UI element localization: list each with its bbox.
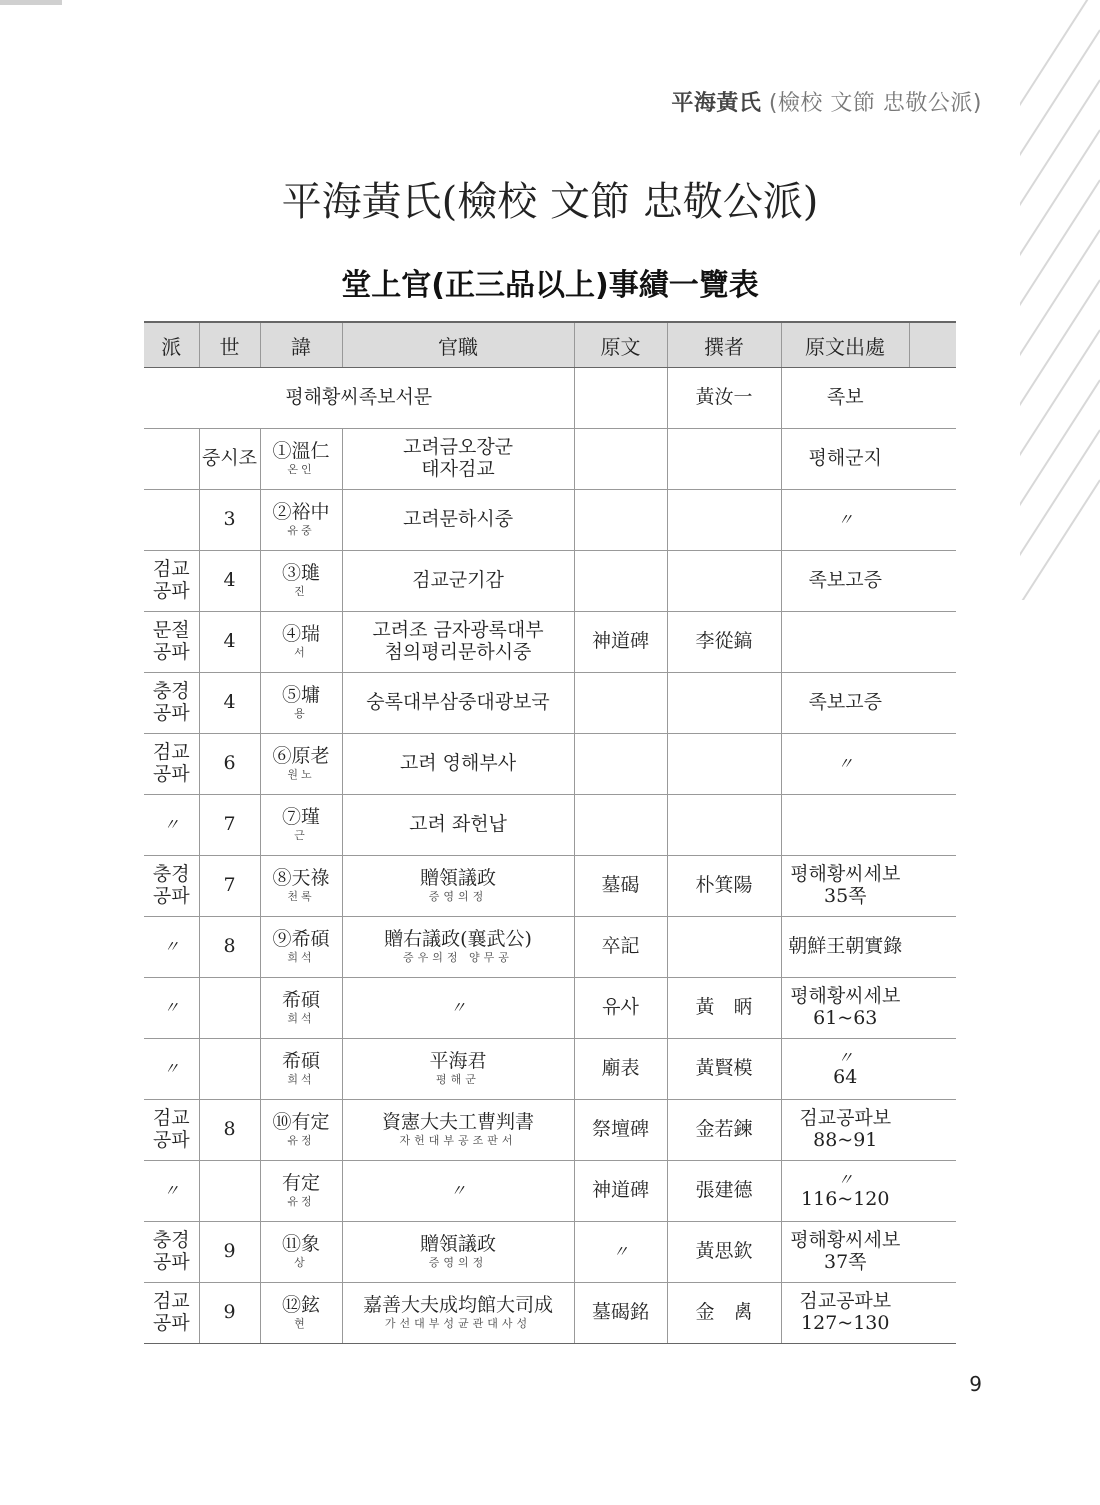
text-cell — [574, 1100, 667, 1161]
pa-cell-line: 충경 — [152, 1229, 190, 1252]
text-cell — [574, 551, 667, 612]
pa-cell-line: 공파 — [152, 1251, 190, 1273]
name-cell — [260, 1039, 342, 1100]
se-cell-line: 8 — [223, 935, 236, 958]
source-cell-line: 〃 — [837, 1169, 854, 1189]
office-cell — [342, 1222, 574, 1283]
text-cell — [574, 856, 667, 917]
author-cell-line: 黃賢模 — [695, 1057, 753, 1080]
se-cell — [199, 795, 260, 856]
running-header-main: 平海黃氏 — [671, 91, 762, 116]
name-cell — [260, 490, 342, 551]
pa-cell-line: 검교 — [152, 1290, 190, 1313]
name-cell-line: 상 — [294, 1256, 308, 1270]
source-cell-line: 평해황씨세보 — [790, 985, 901, 1008]
row-spacer — [909, 551, 956, 612]
author-cell — [667, 1039, 781, 1100]
se-cell — [199, 551, 260, 612]
name-cell-line: ④瑞 — [281, 623, 320, 646]
pa-cell-line: 공파 — [152, 1312, 190, 1334]
name-cell-line: 진 — [294, 585, 308, 599]
text-cell-line: 墓碣 — [601, 874, 640, 897]
table-row — [144, 917, 956, 978]
se-cell-line: 8 — [223, 1118, 236, 1141]
name-cell-line: ①溫仁 — [272, 440, 330, 463]
pa-cell — [144, 612, 199, 673]
office-cell — [342, 978, 574, 1039]
text-cell-line: 祭壇碑 — [591, 1118, 649, 1141]
running-header — [671, 86, 982, 117]
source-cell — [781, 673, 909, 734]
text-cell-line: 유사 — [602, 996, 639, 1019]
source-cell-line: 족보고증 — [808, 691, 882, 714]
text-cell — [574, 917, 667, 978]
pa-cell-line: 공파 — [152, 702, 190, 724]
se-cell — [199, 917, 260, 978]
name-cell-line: 유정 — [287, 1195, 315, 1209]
pa-cell — [144, 734, 199, 795]
text-cell — [574, 429, 667, 490]
source-cell-line: 평해군지 — [808, 447, 882, 470]
table-row — [144, 795, 956, 856]
office-cell-line: 태자검교 — [421, 458, 495, 480]
author-cell — [667, 734, 781, 795]
office-cell — [342, 1039, 574, 1100]
office-cell — [342, 795, 574, 856]
source-cell — [781, 1100, 909, 1161]
name-cell — [260, 1283, 342, 1344]
author-cell-line: 李從鎬 — [695, 630, 753, 653]
office-cell-line: 贈領議政 — [419, 867, 496, 890]
pa-cell-line: 충경 — [152, 680, 190, 703]
name-cell-line: 온인 — [287, 463, 315, 477]
row-spacer — [909, 490, 956, 551]
source-cell-line: 〃 — [837, 1047, 854, 1067]
office-cell — [342, 551, 574, 612]
text-cell — [574, 734, 667, 795]
name-cell-line: 근 — [294, 829, 308, 843]
se-cell — [199, 673, 260, 734]
name-cell-line: 서 — [294, 646, 308, 660]
table-row — [144, 734, 956, 795]
pa-cell — [144, 978, 199, 1039]
office-cell-line: 贈領議政 — [419, 1233, 496, 1256]
name-cell-line: 희석 — [287, 1073, 315, 1087]
source-cell-line: 88~91 — [813, 1129, 878, 1151]
row-spacer — [909, 1100, 956, 1161]
se-cell — [199, 978, 260, 1039]
row-spacer — [909, 978, 956, 1039]
source-cell — [781, 795, 909, 856]
source-cell — [781, 856, 909, 917]
header-se: 世 — [199, 322, 260, 368]
row-spacer — [909, 1283, 956, 1344]
se-cell — [199, 734, 260, 795]
text-cell — [574, 1222, 667, 1283]
se-cell-line: 7 — [223, 813, 236, 836]
pa-cell — [144, 673, 199, 734]
name-cell-line: ⑤墉 — [281, 684, 320, 707]
pa-cell-line: 공파 — [152, 763, 190, 785]
office-cell-line: 증영의정 — [428, 1256, 488, 1270]
office-cell — [342, 917, 574, 978]
table-row — [144, 673, 956, 734]
office-cell — [342, 612, 574, 673]
source-cell — [781, 490, 909, 551]
source-cell-line: 116~120 — [801, 1188, 890, 1211]
page-title: 平海黃氏(檢校 文節 忠敬公派) — [281, 179, 819, 225]
table-row — [144, 1100, 956, 1161]
pa-cell — [144, 795, 199, 856]
preface-row — [144, 368, 956, 429]
source-cell-line: 朝鮮王朝實錄 — [788, 935, 903, 958]
name-cell-line: ⑧天祿 — [272, 867, 330, 890]
se-cell-line: 9 — [223, 1301, 236, 1324]
name-cell-line: ⑦瑾 — [281, 806, 320, 829]
author-cell-line: 金若鍊 — [695, 1118, 753, 1141]
text-cell-line: 墓碣銘 — [591, 1301, 649, 1324]
author-cell — [667, 673, 781, 734]
source-cell-line: 〃 — [837, 753, 854, 773]
name-cell — [260, 734, 342, 795]
se-cell-line: 9 — [223, 1240, 236, 1263]
name-cell-line: 有定 — [281, 1172, 320, 1195]
name-cell-line: 希碩 — [281, 989, 320, 1012]
source-cell — [781, 978, 909, 1039]
text-cell-line: 〃 — [612, 1241, 629, 1261]
name-cell-line: 용 — [294, 707, 308, 721]
table-row — [144, 551, 956, 612]
pa-cell-line: 문절 — [152, 619, 190, 642]
header-author: 撰者 — [667, 322, 781, 368]
text-cell — [574, 673, 667, 734]
author-cell-line: 黃思欽 — [695, 1240, 753, 1263]
pa-cell-line: 검교 — [152, 558, 190, 581]
se-cell-line: 7 — [223, 874, 236, 897]
author-cell-line: 朴箕陽 — [695, 874, 753, 897]
se-cell — [199, 1283, 260, 1344]
header-text: 原文 — [574, 322, 667, 368]
pa-cell-line: 〃 — [163, 997, 180, 1017]
text-cell — [574, 612, 667, 673]
text-cell — [574, 490, 667, 551]
name-cell-line: 유중 — [287, 524, 315, 538]
row-spacer — [909, 856, 956, 917]
pa-cell — [144, 917, 199, 978]
source-cell — [781, 1039, 909, 1100]
author-cell-line: 黃 昞 — [695, 996, 753, 1019]
name-cell-line: 희석 — [287, 1012, 315, 1026]
se-cell — [199, 1222, 260, 1283]
table-row — [144, 856, 956, 917]
name-cell-line: ②裕中 — [272, 501, 330, 524]
row-spacer — [909, 612, 956, 673]
table-row — [144, 612, 956, 673]
preface-author: 黃汝一 — [667, 368, 781, 429]
office-cell-line: 嘉善大夫成均館大司成 — [362, 1294, 553, 1317]
name-cell-line: 희석 — [287, 951, 315, 965]
name-cell — [260, 612, 342, 673]
se-cell — [199, 1039, 260, 1100]
pa-cell — [144, 856, 199, 917]
row-spacer — [909, 1039, 956, 1100]
source-cell — [781, 429, 909, 490]
office-cell — [342, 1100, 574, 1161]
office-cell-line: 고려 좌헌납 — [409, 813, 507, 836]
text-cell — [574, 795, 667, 856]
text-cell — [574, 978, 667, 1039]
office-cell-line: 첨의평리문하시중 — [384, 641, 532, 663]
author-cell — [667, 490, 781, 551]
se-cell — [199, 490, 260, 551]
table-row — [144, 978, 956, 1039]
row-spacer — [909, 673, 956, 734]
se-cell-line: 4 — [223, 691, 236, 714]
office-cell-line: 평해군 — [436, 1073, 480, 1087]
pa-cell-line: 〃 — [163, 814, 180, 834]
office-cell — [342, 1283, 574, 1344]
text-cell-line: 卒記 — [601, 935, 640, 958]
pa-cell — [144, 1161, 199, 1222]
name-cell-line: 유정 — [287, 1134, 315, 1148]
row-spacer — [909, 1222, 956, 1283]
table-row — [144, 429, 956, 490]
text-cell — [574, 1161, 667, 1222]
pa-cell-line: 공파 — [152, 641, 190, 663]
office-cell-line: 증영의정 — [428, 890, 488, 904]
author-cell — [667, 1100, 781, 1161]
source-cell — [781, 1161, 909, 1222]
text-cell-line: 神道碑 — [591, 1179, 649, 1202]
se-cell-line: 6 — [223, 752, 236, 775]
source-cell — [781, 917, 909, 978]
se-cell-line: 3 — [223, 508, 236, 531]
source-cell — [781, 734, 909, 795]
office-cell-line: 고려문하시중 — [402, 508, 514, 531]
pa-cell — [144, 1283, 199, 1344]
corner-decoration — [0, 0, 62, 5]
source-cell-line: 〃 — [837, 509, 854, 529]
source-cell — [781, 1222, 909, 1283]
text-cell — [574, 1283, 667, 1344]
row-spacer — [909, 429, 956, 490]
name-cell — [260, 429, 342, 490]
office-cell-line: 고려조 금자광록대부 — [372, 619, 544, 642]
office-cell-line: 資憲大夫工曹判書 — [381, 1111, 534, 1134]
officials-table — [144, 321, 956, 1344]
header-source: 原文出處 — [781, 322, 909, 368]
table-header-row — [144, 322, 956, 368]
author-cell — [667, 795, 781, 856]
se-cell — [199, 612, 260, 673]
table-row — [144, 1039, 956, 1100]
pa-cell-line: 〃 — [163, 1180, 180, 1200]
source-cell-line: 족보고증 — [808, 569, 882, 592]
source-cell-line: 평해황씨세보 — [790, 1229, 901, 1252]
source-cell — [781, 551, 909, 612]
name-cell — [260, 917, 342, 978]
pa-cell — [144, 551, 199, 612]
pa-cell-line: 검교 — [152, 741, 190, 764]
row-spacer — [909, 917, 956, 978]
name-cell-line: 希碩 — [281, 1050, 320, 1073]
office-cell — [342, 673, 574, 734]
table-row — [144, 1283, 956, 1344]
author-cell — [667, 551, 781, 612]
name-cell-line: 천록 — [287, 890, 315, 904]
pa-cell-line: 〃 — [163, 936, 180, 956]
office-cell-line: 〃 — [449, 1180, 466, 1200]
source-cell-line: 37쪽 — [823, 1251, 867, 1273]
header-pa: 派 — [144, 322, 199, 368]
pa-cell — [144, 1222, 199, 1283]
office-cell-line: 고려금오장군 — [402, 436, 514, 459]
table-row — [144, 1161, 956, 1222]
se-cell — [199, 429, 260, 490]
office-cell — [342, 734, 574, 795]
pa-cell-line: 공파 — [152, 885, 190, 907]
pa-cell-line: 검교 — [152, 1107, 190, 1130]
source-cell — [781, 612, 909, 673]
author-cell — [667, 1283, 781, 1344]
preface-text-cell — [574, 368, 667, 429]
table-row — [144, 490, 956, 551]
author-cell — [667, 1161, 781, 1222]
name-cell — [260, 1222, 342, 1283]
office-cell-line: 고려 영해부사 — [399, 752, 517, 775]
pa-cell — [144, 1100, 199, 1161]
name-cell — [260, 1100, 342, 1161]
office-cell-line: 검교군기감 — [412, 569, 504, 592]
source-cell-line: 35쪽 — [823, 885, 867, 907]
row-spacer — [909, 1161, 956, 1222]
name-cell-line: ⑫鉉 — [281, 1294, 320, 1317]
name-cell — [260, 673, 342, 734]
se-cell-line: 4 — [223, 569, 236, 592]
author-cell — [667, 1222, 781, 1283]
row-spacer — [909, 795, 956, 856]
author-cell — [667, 612, 781, 673]
text-cell — [574, 1039, 667, 1100]
office-cell-line: 〃 — [449, 997, 466, 1017]
name-cell — [260, 1161, 342, 1222]
se-cell — [199, 856, 260, 917]
header-office: 官職 — [342, 322, 574, 368]
author-cell-line: 張建德 — [695, 1179, 753, 1202]
header-name: 諱 — [260, 322, 342, 368]
office-cell — [342, 1161, 574, 1222]
source-cell-line: 검교공파보 — [799, 1290, 892, 1313]
source-cell-line: 평해황씨세보 — [790, 863, 901, 886]
pa-cell — [144, 1039, 199, 1100]
name-cell-line: ⑪象 — [281, 1233, 320, 1256]
running-header-subtitle: (檢校 文節 忠敬公派) — [768, 91, 982, 116]
pa-cell-line: 공파 — [152, 580, 190, 602]
page-number: 9 — [969, 1372, 982, 1396]
name-cell-line: ③璡 — [281, 562, 320, 585]
row-spacer — [909, 734, 956, 795]
office-cell-line: 자헌대부공조판서 — [399, 1134, 517, 1148]
name-cell-line: 원노 — [287, 768, 315, 782]
source-cell-line: 검교공파보 — [799, 1107, 892, 1130]
text-cell-line: 神道碑 — [591, 630, 649, 653]
author-cell — [667, 856, 781, 917]
author-cell — [667, 978, 781, 1039]
name-cell-line: ⑩有定 — [272, 1111, 330, 1134]
preface-title: 평해황씨족보서문 — [144, 368, 574, 429]
name-cell-line: ⑥原老 — [272, 745, 330, 768]
pa-cell-line: 충경 — [152, 863, 190, 886]
table-row — [144, 1222, 956, 1283]
table-title: 堂上官(正三品以上)事績一覽表 — [341, 268, 759, 303]
author-cell-line: 金 禼 — [695, 1301, 753, 1324]
office-cell — [342, 490, 574, 551]
office-cell-line: 가선대부성균관대사성 — [384, 1317, 532, 1331]
office-cell — [342, 856, 574, 917]
office-cell — [342, 429, 574, 490]
office-cell-line: 平海君 — [429, 1050, 487, 1073]
name-cell-line: 현 — [294, 1317, 308, 1331]
pa-cell-line: 〃 — [163, 1058, 180, 1078]
pa-cell — [144, 490, 199, 551]
source-cell-line: 64 — [833, 1066, 858, 1089]
name-cell-line: ⑨希碩 — [272, 928, 330, 951]
text-cell-line: 廟表 — [601, 1057, 640, 1080]
office-cell-line: 숭록대부삼중대광보국 — [366, 691, 550, 714]
name-cell — [260, 551, 342, 612]
name-cell — [260, 856, 342, 917]
source-cell — [781, 1283, 909, 1344]
source-cell-line: 127~130 — [801, 1312, 890, 1334]
name-cell — [260, 978, 342, 1039]
se-cell-line: 중시조 — [201, 447, 258, 470]
name-cell — [260, 795, 342, 856]
office-cell-line: 증우의정 양무공 — [403, 951, 513, 965]
author-cell — [667, 429, 781, 490]
header-spacer — [909, 322, 956, 368]
author-cell — [667, 917, 781, 978]
pa-cell — [144, 429, 199, 490]
row-spacer — [909, 368, 956, 429]
se-cell — [199, 1161, 260, 1222]
preface-source: 족보 — [781, 368, 909, 429]
se-cell-line: 4 — [223, 630, 236, 653]
office-cell-line: 贈右議政(襄武公) — [384, 928, 532, 951]
source-cell-line: 61~63 — [813, 1007, 878, 1029]
pa-cell-line: 공파 — [152, 1129, 190, 1151]
se-cell — [199, 1100, 260, 1161]
